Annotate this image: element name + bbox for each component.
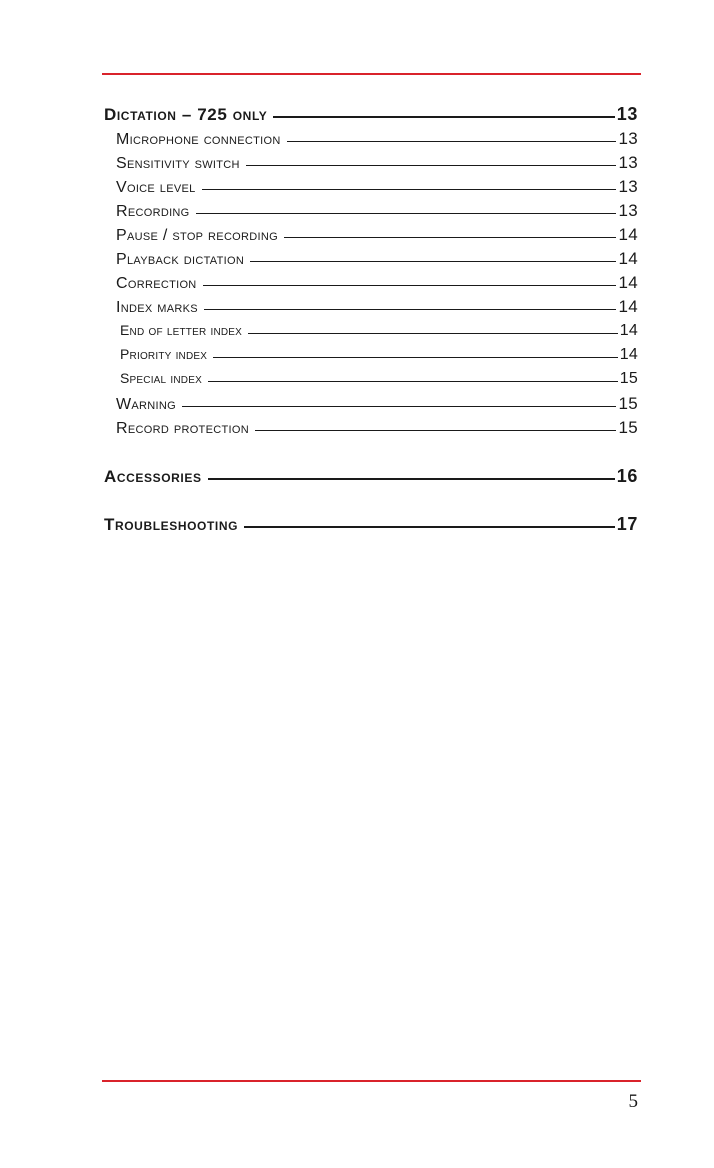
dot-leader bbox=[204, 309, 617, 310]
dot-leader bbox=[213, 357, 618, 358]
toc-entry-title: Sensitivity switch bbox=[116, 155, 240, 172]
dot-leader bbox=[196, 213, 617, 214]
dot-leader bbox=[203, 285, 617, 286]
dot-leader bbox=[208, 478, 615, 480]
dot-leader bbox=[208, 381, 618, 382]
toc-entry-title: Microphone connection bbox=[116, 131, 281, 148]
toc-entry-special-index[interactable] bbox=[104, 370, 638, 388]
toc-entry-end-of-letter-index[interactable] bbox=[104, 322, 638, 340]
toc-entry-priority-index[interactable] bbox=[104, 346, 638, 364]
toc-entry-warning[interactable] bbox=[104, 394, 638, 414]
dot-leader bbox=[246, 165, 617, 166]
toc-entry-title: Warning bbox=[116, 396, 176, 413]
page-number: 5 bbox=[628, 1091, 638, 1112]
toc-entry-page: 13 bbox=[618, 129, 638, 148]
toc-entry-title: Recording bbox=[116, 203, 190, 220]
dot-leader bbox=[202, 189, 617, 190]
dot-leader bbox=[273, 116, 614, 118]
dot-leader bbox=[287, 141, 617, 142]
toc-entry-pause-stop-recording[interactable] bbox=[104, 225, 638, 245]
toc-entry-accessories[interactable] bbox=[104, 466, 638, 487]
toc-entry-sensitivity-switch[interactable] bbox=[104, 153, 638, 173]
toc-entry-correction[interactable] bbox=[104, 273, 638, 293]
toc-entry-troubleshooting[interactable] bbox=[104, 514, 638, 535]
toc-entry-title: Troubleshooting bbox=[104, 515, 239, 534]
toc-entry-page: 14 bbox=[618, 249, 638, 268]
toc-entry-page: 16 bbox=[616, 466, 638, 486]
toc-entry-title: Playback dictation bbox=[116, 251, 245, 268]
toc-entry-page: 14 bbox=[619, 346, 638, 363]
toc-entry-title: End of letter index bbox=[120, 322, 243, 338]
toc-entry-title: Priority index bbox=[120, 346, 208, 362]
toc-entry-page: 14 bbox=[618, 297, 638, 316]
toc-entry-title: Voice level bbox=[116, 179, 196, 196]
toc-entry-record-protection[interactable] bbox=[104, 418, 638, 438]
dot-leader bbox=[255, 430, 617, 431]
toc-entry-microphone-connection[interactable] bbox=[104, 129, 638, 149]
toc-entry-page: 13 bbox=[618, 201, 638, 220]
toc-entry-page: 15 bbox=[619, 370, 638, 387]
toc-entry-recording[interactable] bbox=[104, 201, 638, 221]
toc-entry-title: Index marks bbox=[116, 299, 198, 316]
toc-entry-title: Correction bbox=[116, 275, 197, 292]
toc-entry-dictation[interactable] bbox=[104, 104, 638, 125]
top-rule bbox=[102, 73, 641, 75]
toc-entry-page: 13 bbox=[616, 104, 638, 124]
toc-entry-title: Pause / stop recording bbox=[116, 227, 278, 244]
dot-leader bbox=[182, 406, 617, 407]
dot-leader bbox=[244, 526, 615, 528]
toc-entry-title: Record protection bbox=[116, 420, 249, 437]
toc-entry-page: 15 bbox=[618, 418, 638, 437]
toc-entry-page: 14 bbox=[618, 225, 638, 244]
dot-leader bbox=[250, 261, 616, 262]
dot-leader bbox=[248, 333, 618, 334]
toc-entry-page: 17 bbox=[616, 514, 638, 534]
toc-entry-page: 13 bbox=[618, 177, 638, 196]
toc-entry-page: 15 bbox=[618, 394, 638, 413]
toc-entry-page: 14 bbox=[619, 322, 638, 339]
bottom-rule bbox=[102, 1080, 641, 1082]
toc-entry-title: Special index bbox=[120, 370, 202, 386]
toc-entry-title: Dictation – 725 only bbox=[104, 105, 268, 124]
toc-entry-title: Accessories bbox=[104, 467, 202, 486]
toc-entry-index-marks[interactable] bbox=[104, 297, 638, 317]
toc-entry-voice-level[interactable] bbox=[104, 177, 638, 197]
toc-entry-page: 13 bbox=[618, 153, 638, 172]
dot-leader bbox=[284, 237, 617, 238]
toc-entry-playback-dictation[interactable] bbox=[104, 249, 638, 269]
toc-entry-page: 14 bbox=[618, 273, 638, 292]
